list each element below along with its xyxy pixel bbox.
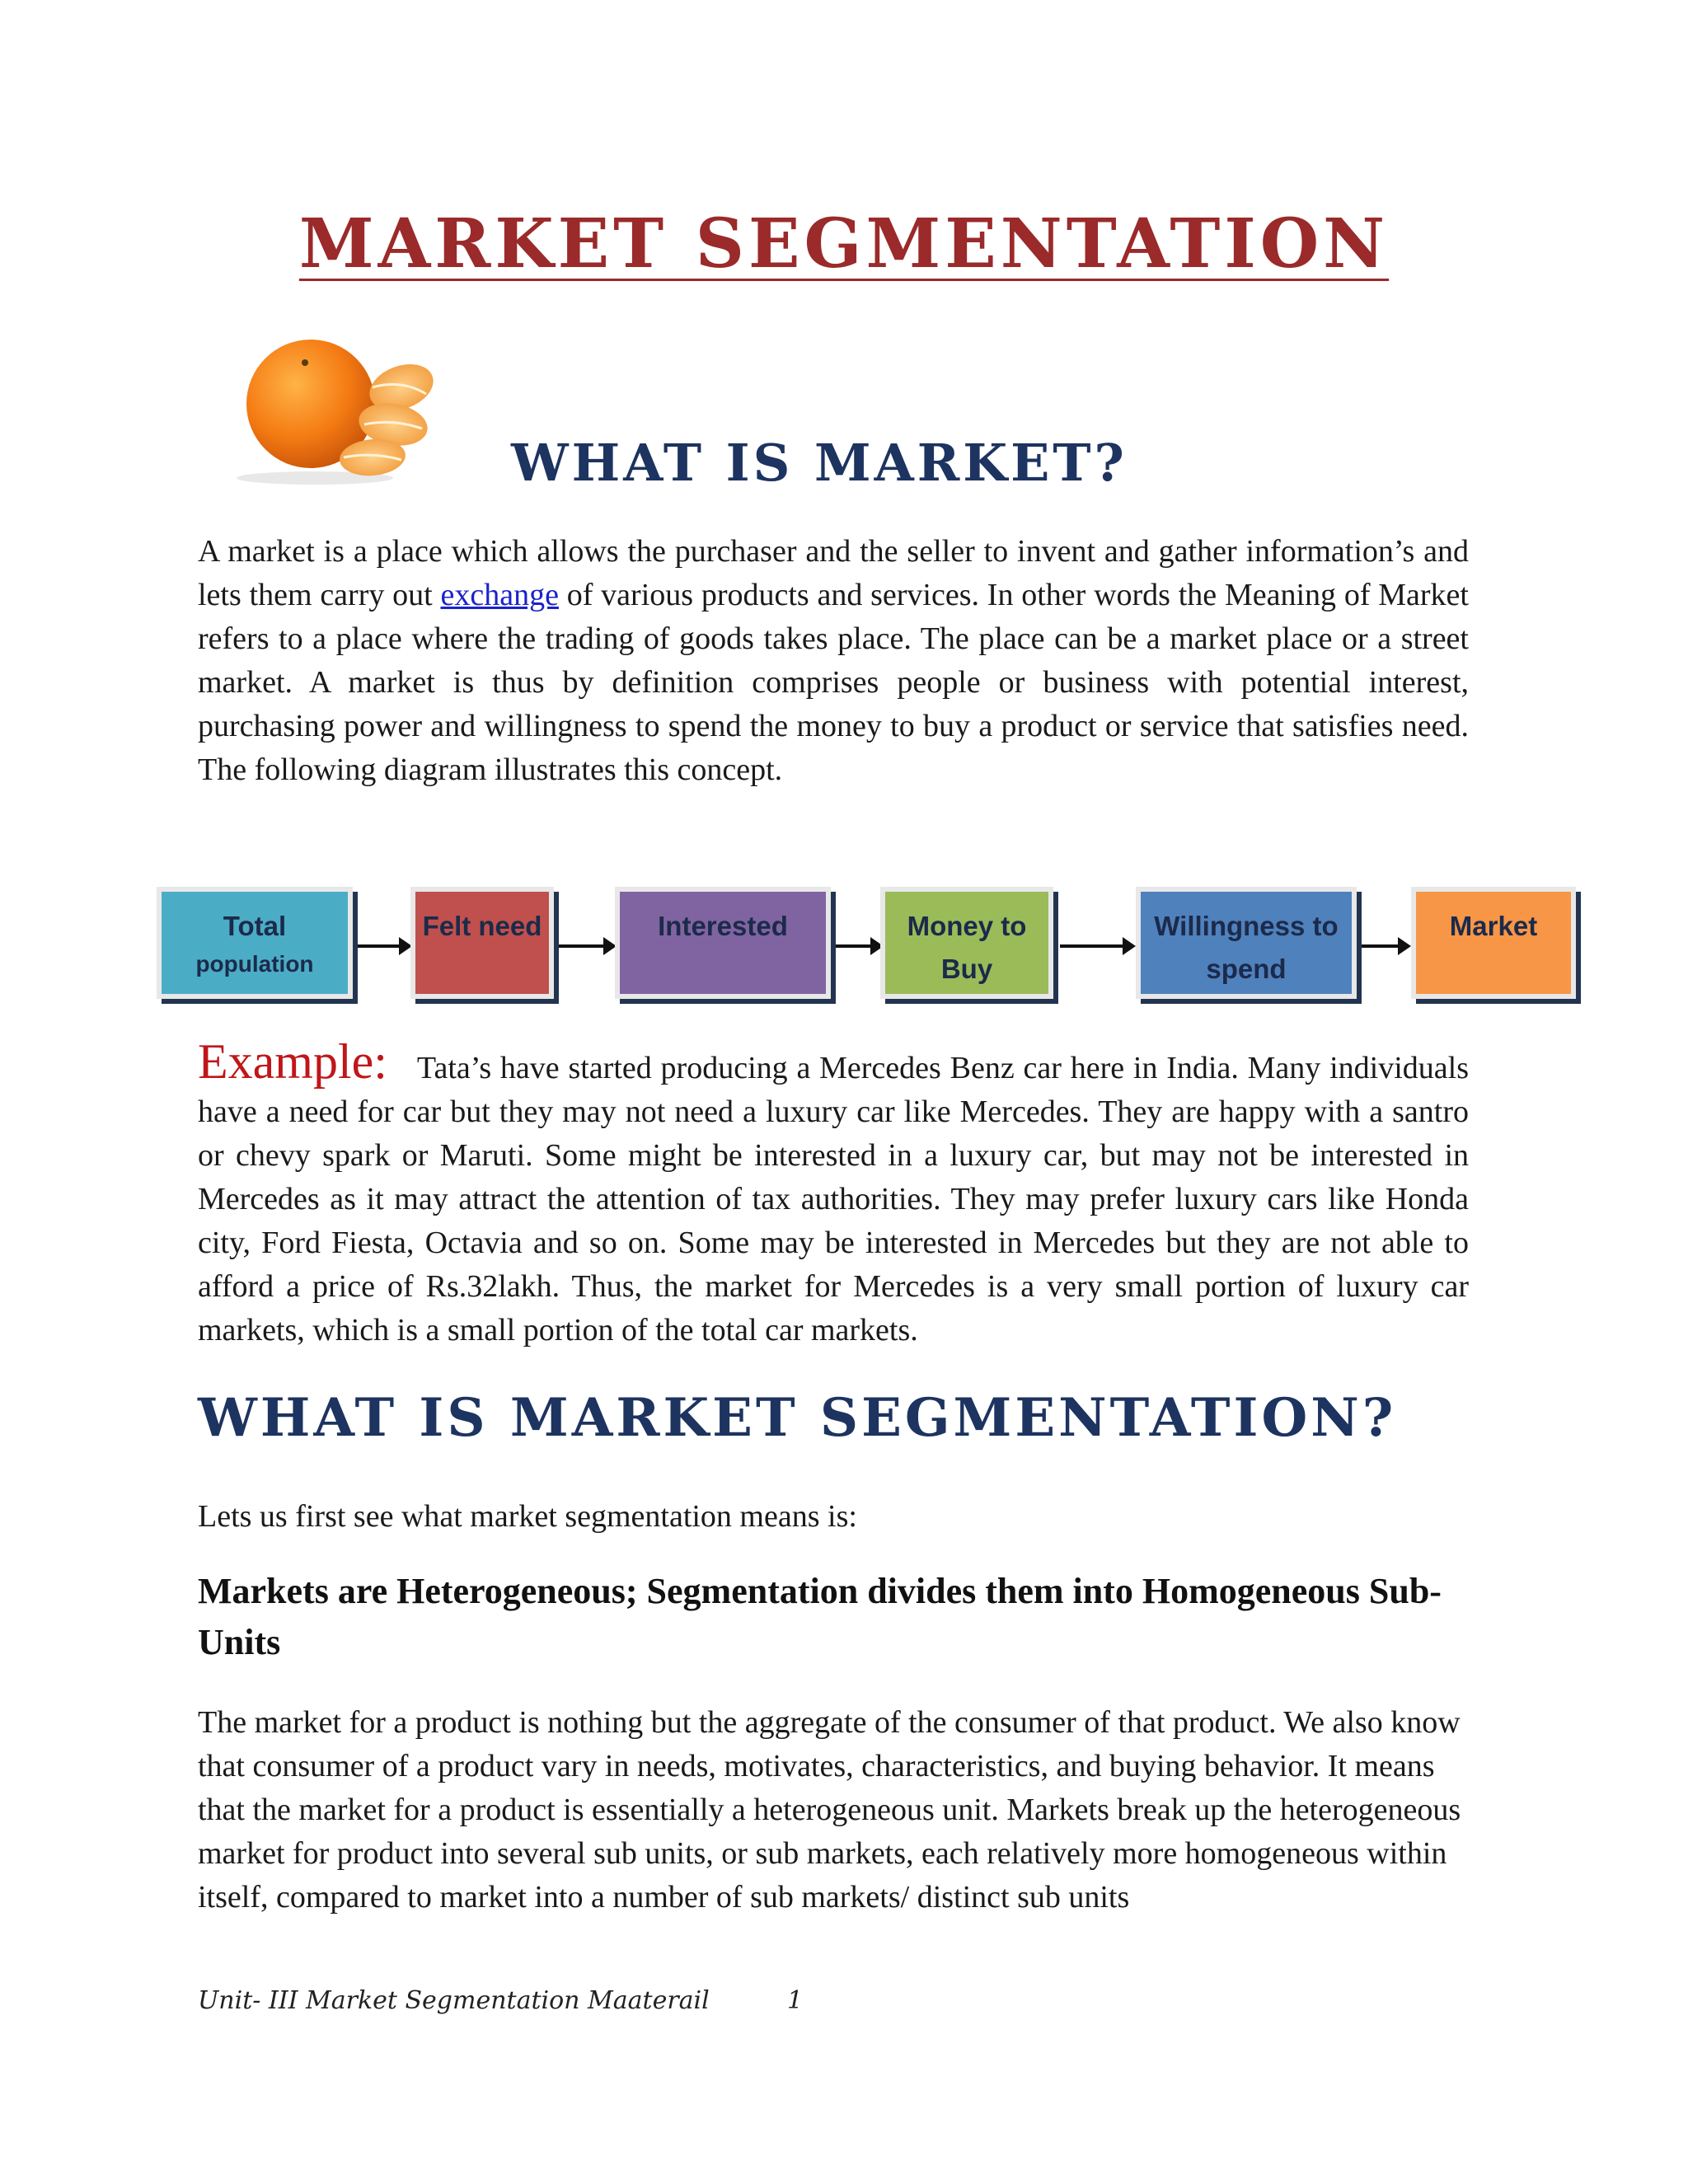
example-paragraph: Example: Tata’s have started producing a Mercedes Benz car here in India. Many individuals have a need for car but they may not need a luxury car like Mercedes. They are happy with a santro or chevy spark or Maruti. Some might be interested in a luxury car, but may not be interested in Mercedes as it may attract the attention of tax authorities. They may prefer luxury cars like Honda city, Ford Fiesta, Octavia and so on. Some may be interested in Mercedes but they are not able to afford a price of Rs.32lakh. Thus, the market for Mercedes is a very small portion of luxury car markets, which is a small portion of the total car markets. [198, 1034, 1469, 1347]
exchange-link[interactable]: exchange [440, 578, 559, 612]
page-title: MARKET SEGMENTATION [298, 204, 1390, 284]
flow-box-market: Market [1411, 887, 1576, 999]
flow-box-money-to-buy: Money to Buy [880, 887, 1053, 999]
flow-box-total-population: Total population [157, 887, 353, 999]
flow-arrow [559, 944, 612, 948]
heading-what-is-market-segmentation: WHAT IS MARKET SEGMENTATION? [198, 1387, 1397, 1449]
segmentation-body: The market for a product is nothing but the aggregate of the consumer of that product. We also know that consumer of a product vary in needs, motivates, characteristics, and buying behavior. It means that the market for a product is essentially a heterogeneous unit. Markets break up the heterogeneous market for product into several sub units, or sub markets, each relatively more homogeneous within itself, compared to market into a number of sub markets/ distinct sub units [198, 1705, 1461, 1915]
market-flow-diagram [0, 874, 1688, 1022]
intro-paragraph: A market is a place which allows the purchaser and the seller to invent and gather information’s and lets them carry out exchange of various products and services. In other words the Meaning of Market refers to a place where the trading of goods takes place. The place can be a market place or a street market. A market is thus by definition comprises people or business with potential interest, purchasing power and willingness to spend the money to buy a product or service that satisfies need. The following diagram illustrates this concept. [198, 534, 1469, 787]
subheading-heterogeneous: Markets are Heterogeneous; Segmentation divides them into Homogeneous Sub-Units [198, 1571, 1442, 1662]
flow-arrow [1362, 944, 1406, 948]
orange-image [224, 330, 447, 486]
flow-box-willingness-to-spend: Willingness to spend [1136, 887, 1357, 999]
flow-box-felt-need: Felt need [410, 887, 554, 999]
page-number: 1 [787, 1986, 804, 2015]
heading-what-is-market: WHAT IS MARKET? [511, 433, 1128, 493]
flow-arrow [836, 944, 879, 948]
flow-arrow [358, 944, 407, 948]
segmentation-intro: Lets us first see what market segmentation means is: [198, 1499, 857, 1534]
footer-text: Unit- III Market Segmentation Maaterail [198, 1986, 710, 2015]
flow-box-interested: Interested [615, 887, 831, 999]
page-footer [198, 1986, 804, 2015]
flow-arrow [1060, 944, 1131, 948]
example-label: Example: [198, 1034, 387, 1089]
